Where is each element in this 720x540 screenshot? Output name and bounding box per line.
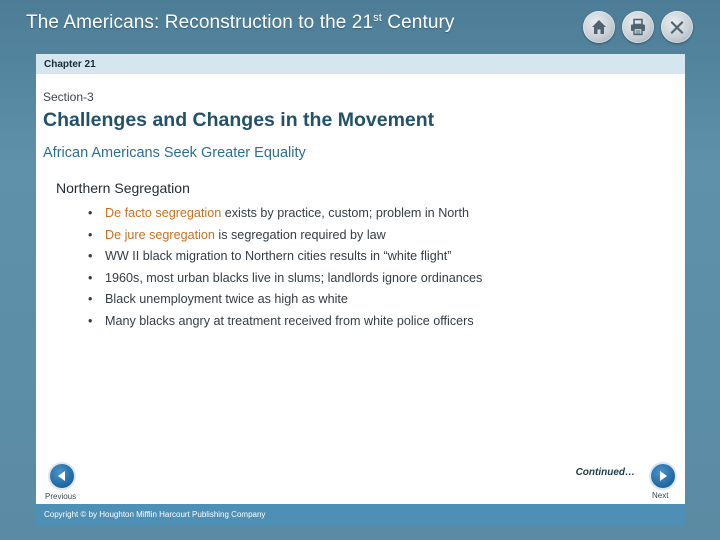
copyright-notice: Copyright © by Houghton Mifflin Harcourt Publishing Company [36,504,685,526]
bullet-item: • De jure segregation is segregation required by law [88,225,482,247]
print-button[interactable] [622,11,654,43]
top-nav-icons [583,11,693,43]
print-icon [628,17,648,37]
bullet-item: • Black unemployment twice as high as white [88,289,482,311]
next-label[interactable]: Next [652,491,669,500]
continued-label: Continued… [575,467,635,478]
close-button[interactable] [661,11,693,43]
bullet-item: • WW II black migration to Northern cities results in “white flight” [88,246,482,268]
chapter-label: Chapter 21 [36,54,685,74]
previous-label[interactable]: Previous [45,492,77,501]
course-title: The Americans: Reconstruction to the 21st Century [26,12,455,33]
close-icon [667,17,687,37]
arrow-left-icon [55,469,69,483]
arrow-right-icon [656,469,670,483]
slide-title: Challenges and Changes in the Movement [43,109,435,131]
bullet-item: • De facto segregation exists by practice, custom; problem in North [88,203,482,225]
bullet-list [88,203,482,333]
slide-content [36,54,685,504]
bullet-item: • Many blacks angry at treatment received from white police officers [88,311,482,333]
home-button[interactable] [583,11,615,43]
home-icon [589,17,609,37]
section-label: Section-3 [43,90,94,104]
topic-heading: Northern Segregation [56,180,190,196]
previous-button[interactable] [50,464,74,488]
next-button[interactable] [651,464,675,488]
subheading: African Americans Seek Greater Equality [43,145,306,161]
bullet-item: • 1960s, most urban blacks live in slums; landlords ignore ordinances [88,268,482,290]
